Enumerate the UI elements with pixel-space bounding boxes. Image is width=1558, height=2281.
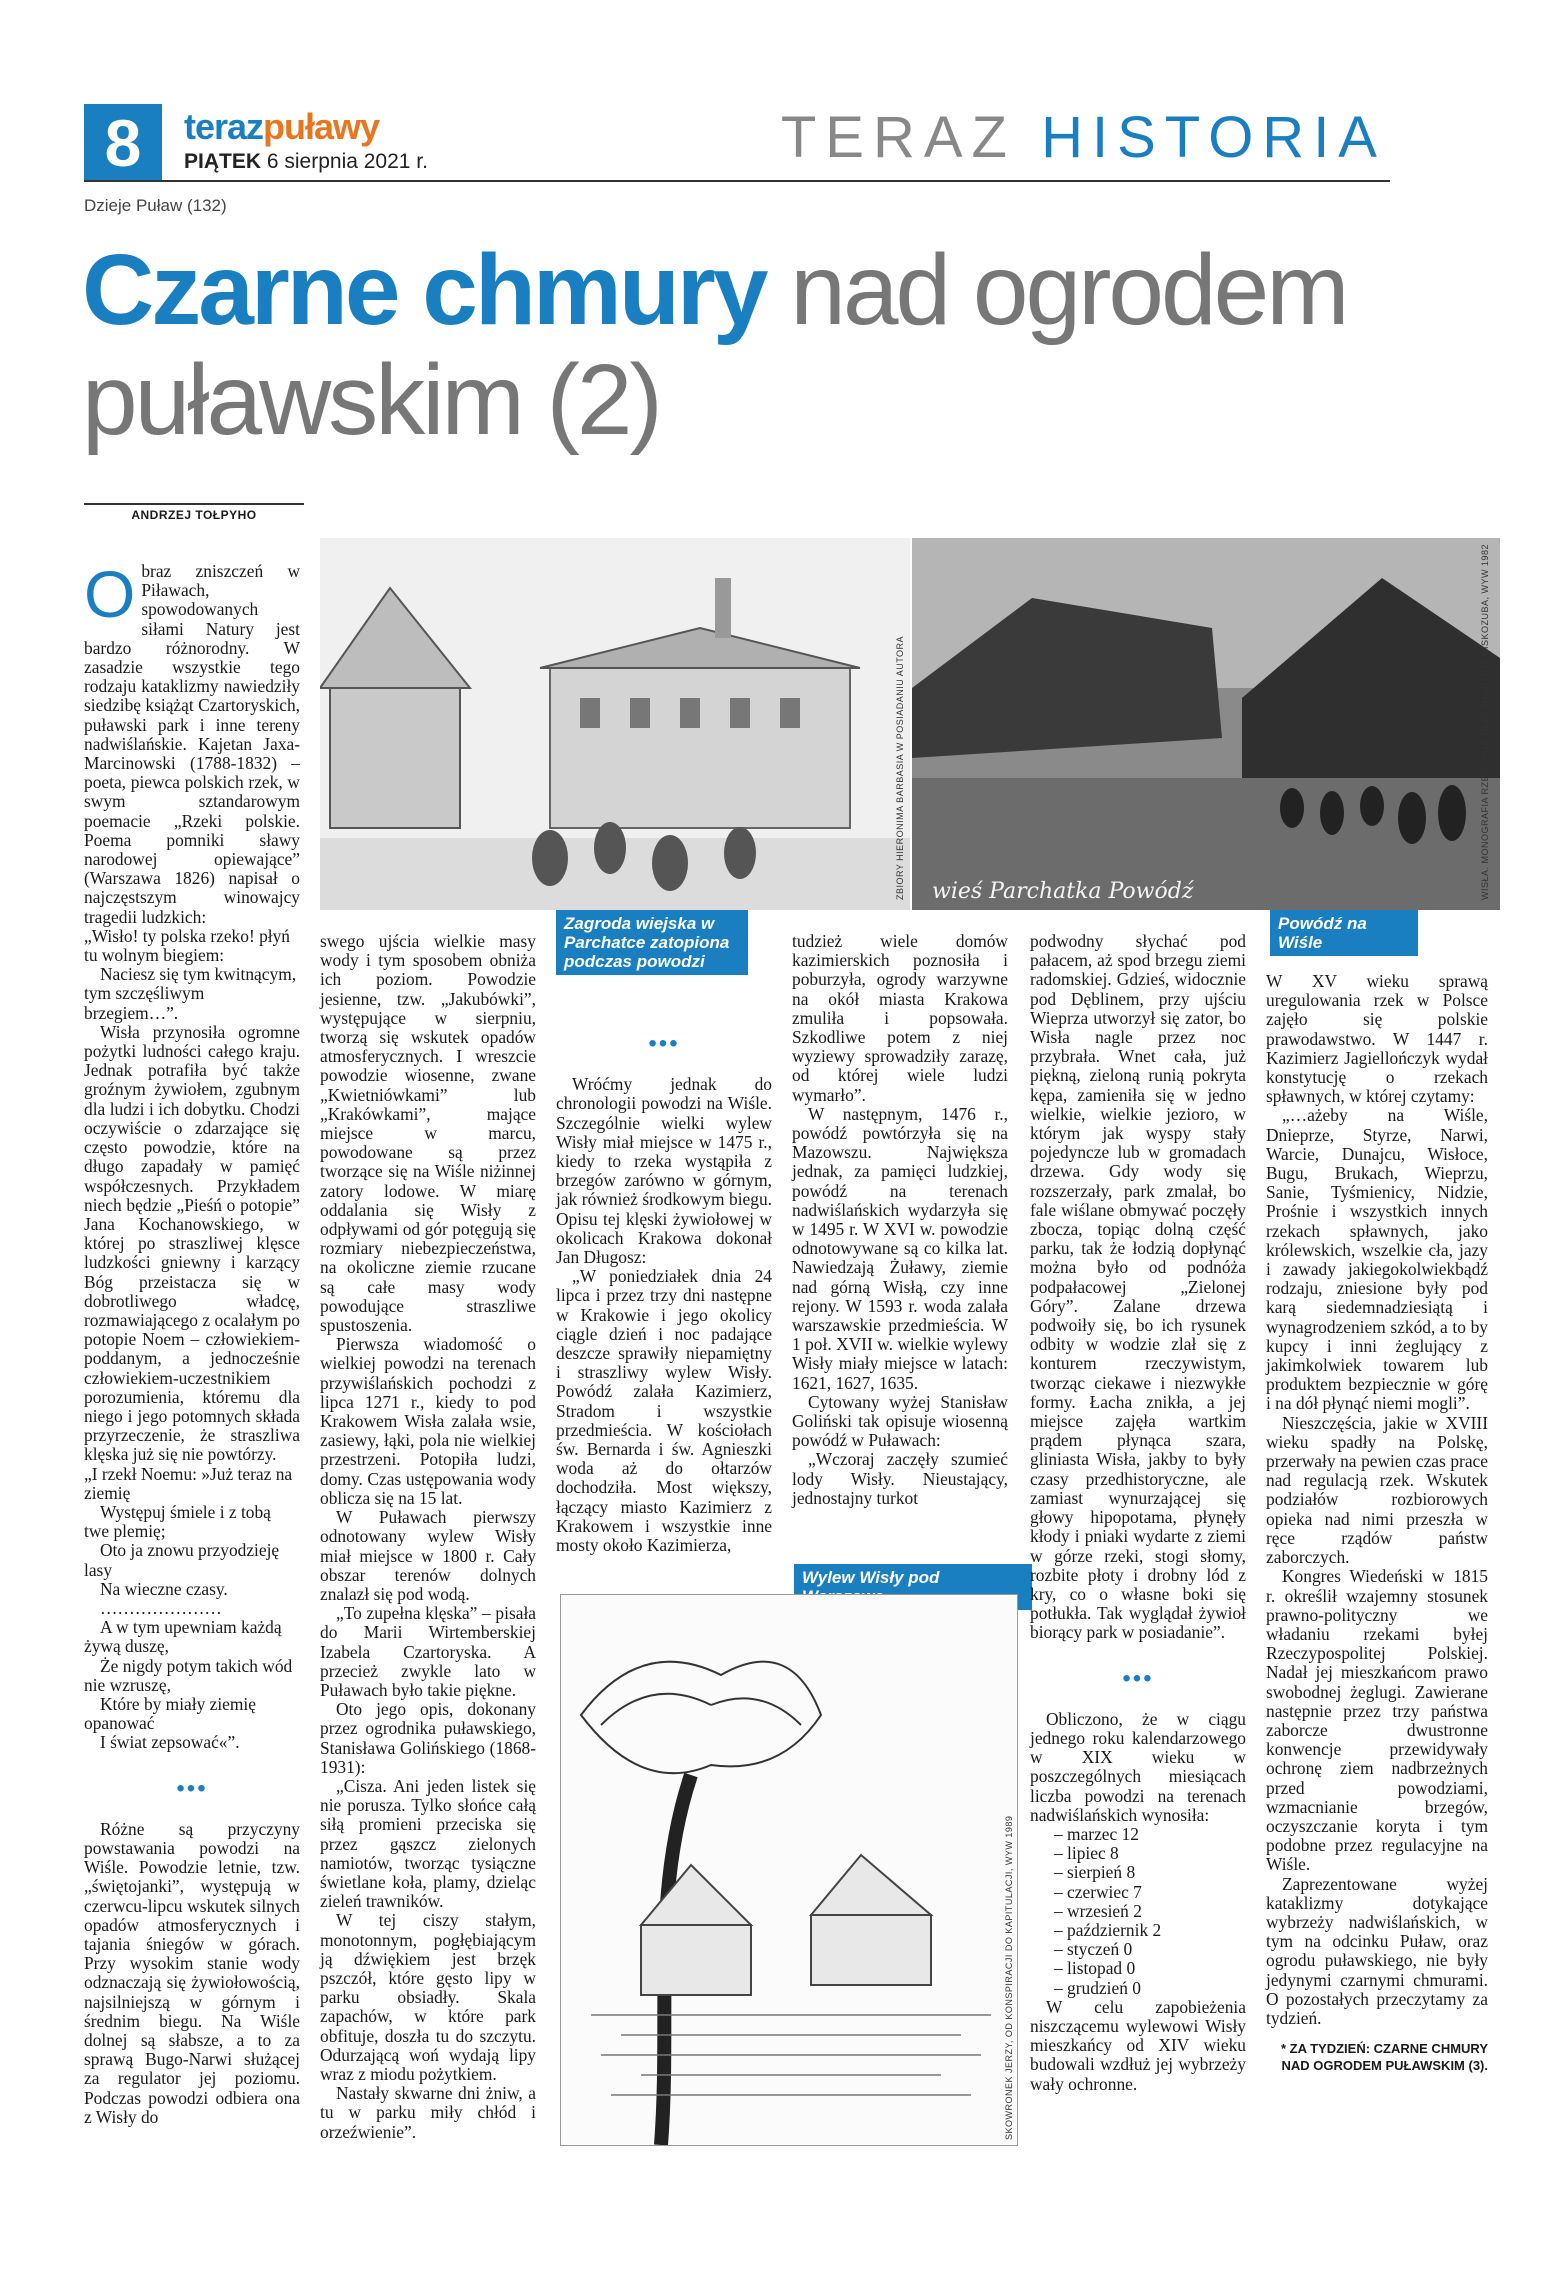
poem-verse: „I rzekł Noemu: »Już teraz na ziemię [84, 1463, 293, 1503]
poem-verse: A w tym upewniam każdą żywą duszę, [84, 1617, 282, 1657]
article-paragraph: Różne są przyczyny powstawania powodzi na Wiśle. Powodzie letnie, tzw. „świętojanki”, występują w czerwcu-lipcu wskutek silnych opadów atmosferycznych i tajania śniegów w górach. Przy wysokim stanie wody odznaczają się żywiołowością, najsilniejszą w górnym i średnim biegu. Na Wiśle dolnej są słabsze, a to za sprawą Bugo-Narwi służącej za regulator jej poziomu. Podczas powodzi odbiera ona z Wisły do [84, 1818, 300, 2127]
flood-month-item: – styczeń 0 [1054, 1939, 1133, 1960]
poem-verse: I świat zepsować«”. [100, 1732, 240, 1753]
poem-verse: Naciesz się tym kwitnącym, tym szczęśliwym brzegiem…”. [84, 964, 297, 1023]
article-paragraph: W Puławach pierwszy odnotowany wylew Wisły miał miejsce w 1800 r. Cały obszar terenów dolnych znalazł się pod wodą. [320, 1507, 536, 1604]
flood-month-item: – listopad 0 [1054, 1958, 1136, 1979]
article-paragraph: „Cisza. Ani jeden listek się nie porusza. Tylko słońce całą siłą promieni przeciska się przez gąszcz zielonych namiotów, tworząc tysiączne świetlane koła, plamy, dzieląc zieleń trawników. [320, 1775, 536, 1912]
photo-credit-3: SKOWRONEK JERZY, OD KONSPIRACJI DO KAPITULACJI, WYW 1989 [1004, 1815, 1014, 2140]
issue-date-text: 6 sierpnia 2021 r. [266, 150, 428, 173]
article-paragraph: Zaprezentowane wyżej kataklizmy dotykające wybrzeży nadwiślańskich, w tym na odcinku Puław, oraz ogrodu puławskiego, nie były jedynymi czarnymi chmurami. O pozostałych przeczytamy za tydzień. [1266, 1873, 1488, 2028]
article-paragraph: W tej ciszy stałym, monotonnym, pogłębiającym ją dźwiękiem jest brzęk pszczół, które gęsto lipy w parku obsiadły. Skala zapachów, w które park obfituje, doszła tu do szczytu. Odurzającą woń wydają lipy wraz z miodu pożytkiem. [320, 1910, 536, 2084]
section-title [781, 104, 1386, 171]
article-title-rest: nad ogrodem puławskim (2) [82, 234, 1347, 456]
photo-credit-2: WISŁA. MONOGRAFIA RZEKI, POD RED. ANDRZEJA PISKOZUBA, WYW 1982 [1480, 543, 1490, 900]
next-week-note [1266, 2040, 1488, 2074]
article-paragraph: Nastały skwarne dni żniw, a tu w parku miły chłód i orzeźwienie”. [320, 2083, 536, 2142]
article-byline: ANDRZEJ TOŁPYHO [84, 503, 304, 522]
photo-vistula-drawing [912, 538, 1500, 910]
photo-caption-3: Wylew Wisły pod [794, 1564, 1032, 1610]
article-column-2 [320, 932, 536, 2142]
poem-verse: Występuj śmiele i z tobą twe plemię; [84, 1501, 271, 1542]
drop-cap: O [84, 557, 136, 631]
photo-warsaw-drawing [561, 1595, 1017, 2145]
article-paragraph: swego ujścia wielkie masy wody i tym sposobem obniża ich poziom. Powodzie jesienne, tzw. „Jakubówki”, występujące w sierpniu, tworzą się wskutek opadów atmosferycznych. I wreszcie powodzie wiosenne, zwane „Kwietniówkami” lub „Krakówkami”, mające miejsce w marcu, powodowane są przez tworzące się na Wiśle niżinnej zatory lodowe. W miarę oddalania się Wisły z odpływami od gór potęgują się rozmiary niebezpieczeństwa, na okoliczne ziemie rzucane są całe masy wody powodujące straszliwe spustoszenia. [320, 931, 536, 1336]
article-column-3 [556, 1006, 772, 1555]
section-title-b: HISTORIA [1041, 105, 1386, 170]
brand-part-pulawy: puławy [263, 106, 380, 147]
issue-date [184, 150, 428, 174]
flood-month-item: – sierpień 8 [1054, 1862, 1136, 1883]
article-paragraph: W XV wieku sprawą uregulowania rzek w Polsce zajęło się polskie prawodawstwo. W 1447 r. Kazimierz Jagiellończyk wydał konstytucję o rzekach spławnych, w której czytamy: [1266, 971, 1488, 1107]
article-paragraph: Obraz zniszczeń w Piławach, spowodowanych siłami Natury jest bardzo różnorodny. W zasadzie wszystkie tego rodzaju kataklizmy nawiedziły siedzibę książąt Czartoryskich, puławski park i inne tereny nadwiślańskie. Kajetan Jaxa-Marcinowski (1788-1832) – poeta, piewca polskich rzek, w swym sztandarowym poemacie „Rzeki polskie. Poema pomniki sławy narodowej opiewające” (Warszawa 1826) napisał o najczęstszym winowajcy tragedii ludzkich: [84, 557, 300, 927]
flood-month-item: – grudzień 0 [1054, 1977, 1141, 1998]
section-break: ••• [176, 1774, 208, 1802]
article-paragraph: Obliczono, że w ciągu jednego roku kalendarzowego w XIX wieku w poszczególnych miesiącach liczba powodzi na terenach nadwiślańskich wynosiła: [1030, 1708, 1246, 1825]
article-kicker: Dzieje Puław (132) [84, 196, 227, 215]
article-paragraph: podwodny słychać pod pałacem, aż spod brzegu ziemi radomskiej. Gdzieś, widocznie pod Dęblinem, przy ujściu Wieprza utworzył się zator, bo Wisła nagle przez noc przybrała. Wnet cała, już piękną, zieloną runią pokryta kępa, zamieniła się w jedno wielkie, wielkie jezioro, w którym jak wyspy stały pojedyncze lub w gromadach drzewa. Gdy wody się rozszerzały, park zmalał, bo fale wiślane obmywać poczęły zbocza, topiąc dolną część parku, tak że łodzią dopłynąć można było od podnóża podpałacowej „Zielonej Góry”. Zalane drzewa podwoiły się, bo ich rysunek odbity w wodzie zlał się z konturem rzeczywistym, tworząc ciekawe i niezwykłe formy. Łacha znikła, a jej miejsce zajęła wartkim prądem płynąca szara, gliniasta Wisła, jakby to były czasy przedhistoryczne, ale zamiast wynurzającej się głowy hipopotama, płynęły kłody i pniaki wydarte z ziemi w górze rzeki, stogi słomy, rozbite płoty i drobny lód z kry, co o własne boki się potłukła. Tak wyglądał żywioł biorący park w posiadanie”. [1030, 931, 1246, 1643]
flood-month-list [1030, 1825, 1246, 1998]
article-paragraph: Pierwsza wiadomość o wielkiej powodzi na terenach przywiślańskich pochodzi z lipca 1271 r., kiedy to pod Krakowem Wisła zalała wsie, zasiewy, łąki, pola nie wielkiej przestrzeni. Potopiła ludzi, domy. Czas ustępowania wody oblicza się na 15 lat. [320, 1334, 536, 1508]
article-paragraph: „…ażeby na Wiśle, Dnieprze, Styrze, Narwi, Warcie, Dunajcu, Wisłoce, Bugu, Brukach, Wieprzu, Sanie, Tyśmienicy, Nidzie, Prośnie i wszystkich innych rzekach spławnych, jako królewskich, wszelkie cła, jazy i zawady jakiegokolwiekbądź rodzaju, zniesione były pod karą siedemnadziesiątą i wynagrodzeniem szkód, a to by kupcy i inni żeglujący z jakimkolwiek towarem lub produktem bezpiecznie w górę i na dół płynąć niemi mogli”. [1266, 1105, 1488, 1414]
article-paragraph: „Wczoraj zaczęły szumieć lody Wisły. Nieustający, jednostajny turkot [792, 1449, 1008, 1508]
header-rule [84, 180, 1390, 182]
poem-verse: ………………… [100, 1597, 222, 1618]
poem-verse: Na wieczne czasy. [100, 1578, 228, 1599]
issue-weekday: PIĄTEK [184, 150, 262, 173]
article-paragraph: „To zupełna klęska” – pisała do Marii Wirtemberskiej Izabela Czartoryska. A przecież zwykle lato w Puławach było takie piękne. [320, 1603, 536, 1700]
section-title-a: TERAZ [780, 105, 1016, 170]
article-column-5 [1030, 932, 1246, 2094]
photo-vistula-inscription: wieś Parchatka Powódź [932, 879, 1194, 904]
poem-verse: Że nigdy potym takich wód nie wzruszę, [84, 1655, 293, 1695]
photo-credit-1: ZBIORY HIERONIMA BARBASIA W POSIADANIU AUTORA [895, 635, 905, 900]
next-week-note-line: * ZA TYDZIEŃ: CZARNE CHMURY [1280, 2041, 1488, 2057]
poem-verse: Które by miały ziemię opanować [84, 1693, 256, 1734]
photo-warsaw-flood [560, 1594, 1018, 2146]
flood-month-item: – lipiec 8 [1054, 1843, 1119, 1864]
article-paragraph: W następnym, 1476 r., powódź powtórzyła się na Mazowszu. Największa jednak, za pamięci ludzkiej, powódź na terenach nadwiślańskich wydarzyła się w 1495 r. W XVI w. powodzie odnotowywane są co kilka lat. Nawiedzają Żuławy, ziemie nad górną Wisłą, czy inne rejony. W 1593 r. woda zalała warszawskie przedmieścia. W 1 poł. XVII w. wielkie wylewy Wisły miały miejsce w latach: 1621, 1627, 1635. [792, 1103, 1008, 1393]
article-paragraph: Wróćmy jednak do chronologii powodzi na Wiśle. Szczególnie wielki wylew Wisły miał miejsce w 1475 r., kiedy to rzeka wystąpiła z brzegów zarówno w górnym, jak również środkowym biegu. Opisu tej klęski żywiołowej w okolicach Krakowa dokonał Jan Długosz: [556, 1074, 772, 1268]
next-week-note-line: NAD OGRODEM PUŁAWSKIM (3). [1281, 2058, 1488, 2074]
page-number: 8 [84, 104, 162, 182]
flood-month-item: – wrzesień 2 [1054, 1900, 1142, 1921]
photo-parchatka-drawing [320, 538, 910, 910]
article-paragraph: Wisła przynosiła ogromne pożytki ludności całego kraju. Jednak potrafiła być także groźnym żywiołem, zgubnym dla ludzi i ich dobytku. Chodzi oczywiście o zdarzające się często powodzie, które na długo zapadały w pamięć współczesnych. Przykładem niech będzie „Pieśń o potopie” Jana Kochanowskiego, w której po straszliwej klęsce ludzkości gniewny i karzący Bóg przeistacza się w dobrotliwego władcę, rozmawiającego z ocalałym po potopie Noem – człowiekiem-poddanym, a jednocześnie człowiekiem-uczestnikiem porozumienia, któremu dla niego i jego potomnych składa przyrzeczenie, że straszliwa klęska już się nie powtórzy. [84, 1021, 300, 1465]
poem-verse: „Wisło! ty polska rzeko! płyń tu wolnym biegiem: [84, 925, 291, 966]
article-paragraph: Oto jego opis, dokonany przez ogrodnika puławskiego, Stanisława Golińskiego (1868-1931): [320, 1699, 536, 1777]
section-break: ••• [1122, 1664, 1154, 1692]
flood-month-item: – październik 2 [1054, 1919, 1162, 1940]
poem-verse: Oto ja znowu przyodzieję lasy [84, 1540, 280, 1580]
article-column-1 [84, 557, 300, 2127]
photo-caption-2: Powódź na Wiśle [1270, 910, 1418, 956]
brand-logo [184, 106, 379, 148]
article-paragraph: Nieszczęścia, jakie w XVIII wieku spadły na Polskę, przerwały na pewien czas prace nad regulacją rzek. Wskutek podziałów rozbiorowych opieka nad nimi przeszła w ręce rządów państw zaborczych. [1266, 1412, 1488, 1568]
brand-part-teraz: teraz [184, 106, 264, 147]
photo-parchatka-farmstead [320, 538, 910, 910]
article-paragraph: Cytowany wyżej Stanisław Goliński tak opisuje wiosenną powódź w Puławach: [792, 1391, 1008, 1451]
flood-month-item: – czerwiec 7 [1054, 1881, 1142, 1902]
article-paragraph: W celu zapobieżenia niszczącemu wylewowi Wisły mieszkańcy od XIV wieku budowali wzdłuż jej wybrzeży wały ochronne. [1030, 1996, 1246, 2094]
article-paragraph: tudzież wiele domów kazimierskich poznosiła i poburzyła, ogrody warzywne na okół miasta Krakowa zmuliła i popsowała. Szkodliwe potem z niej wyziewy sprowadziły zarazę, od której wiele ludzi wymarło”. [792, 931, 1008, 1105]
article-column-4 [792, 932, 1008, 1508]
article-title [82, 235, 1462, 455]
section-break: ••• [648, 1030, 680, 1057]
article-title-highlight: Czarne chmury [82, 234, 766, 346]
photo-vistula-flood [912, 538, 1500, 910]
article-paragraph: „W poniedziałek dnia 24 lipca i przez trzy dni następne w Krakowie i jego okolicy ciągle dzień i noc padające deszcze sprawiły niepamiętny i straszliwy wylew Wisły. Powódź zalała Kazimierz, Stradom i wszystkie przedmieścia. W kościołach św. Bernarda i św. Agnieszki woda aż do ołtarzów dochodziła. Most większy, łączący miasto Kazimierz z Krakowem i wszystkie inne mosty około Kazimierza, [556, 1266, 772, 1556]
flood-month-item: – marzec 12 [1054, 1823, 1139, 1844]
article-paragraph: Kongres Wiedeński w 1815 r. określił wzajemny stosunek prawno-polityczny we władaniu rzekami byłej Rzeczypospolitej Polskiej. Nadał jej mieszkańcom prawo swobodnej żeglugi. Zawierane następnie przez trzy państwa zaborcze dwustronne konwencje przewidywały ochronę ziem nadbrzeżnych przed powodziami, wzmacnianie brzegów, oczyszczanie koryta i tym podobne przez regulacyjne na Wiśle. [1266, 1566, 1488, 1875]
article-column-6 [1266, 972, 1488, 2074]
photo-caption-1: Zagroda wiejska w Parchatce zatopiona podczas powodzi [556, 910, 748, 975]
